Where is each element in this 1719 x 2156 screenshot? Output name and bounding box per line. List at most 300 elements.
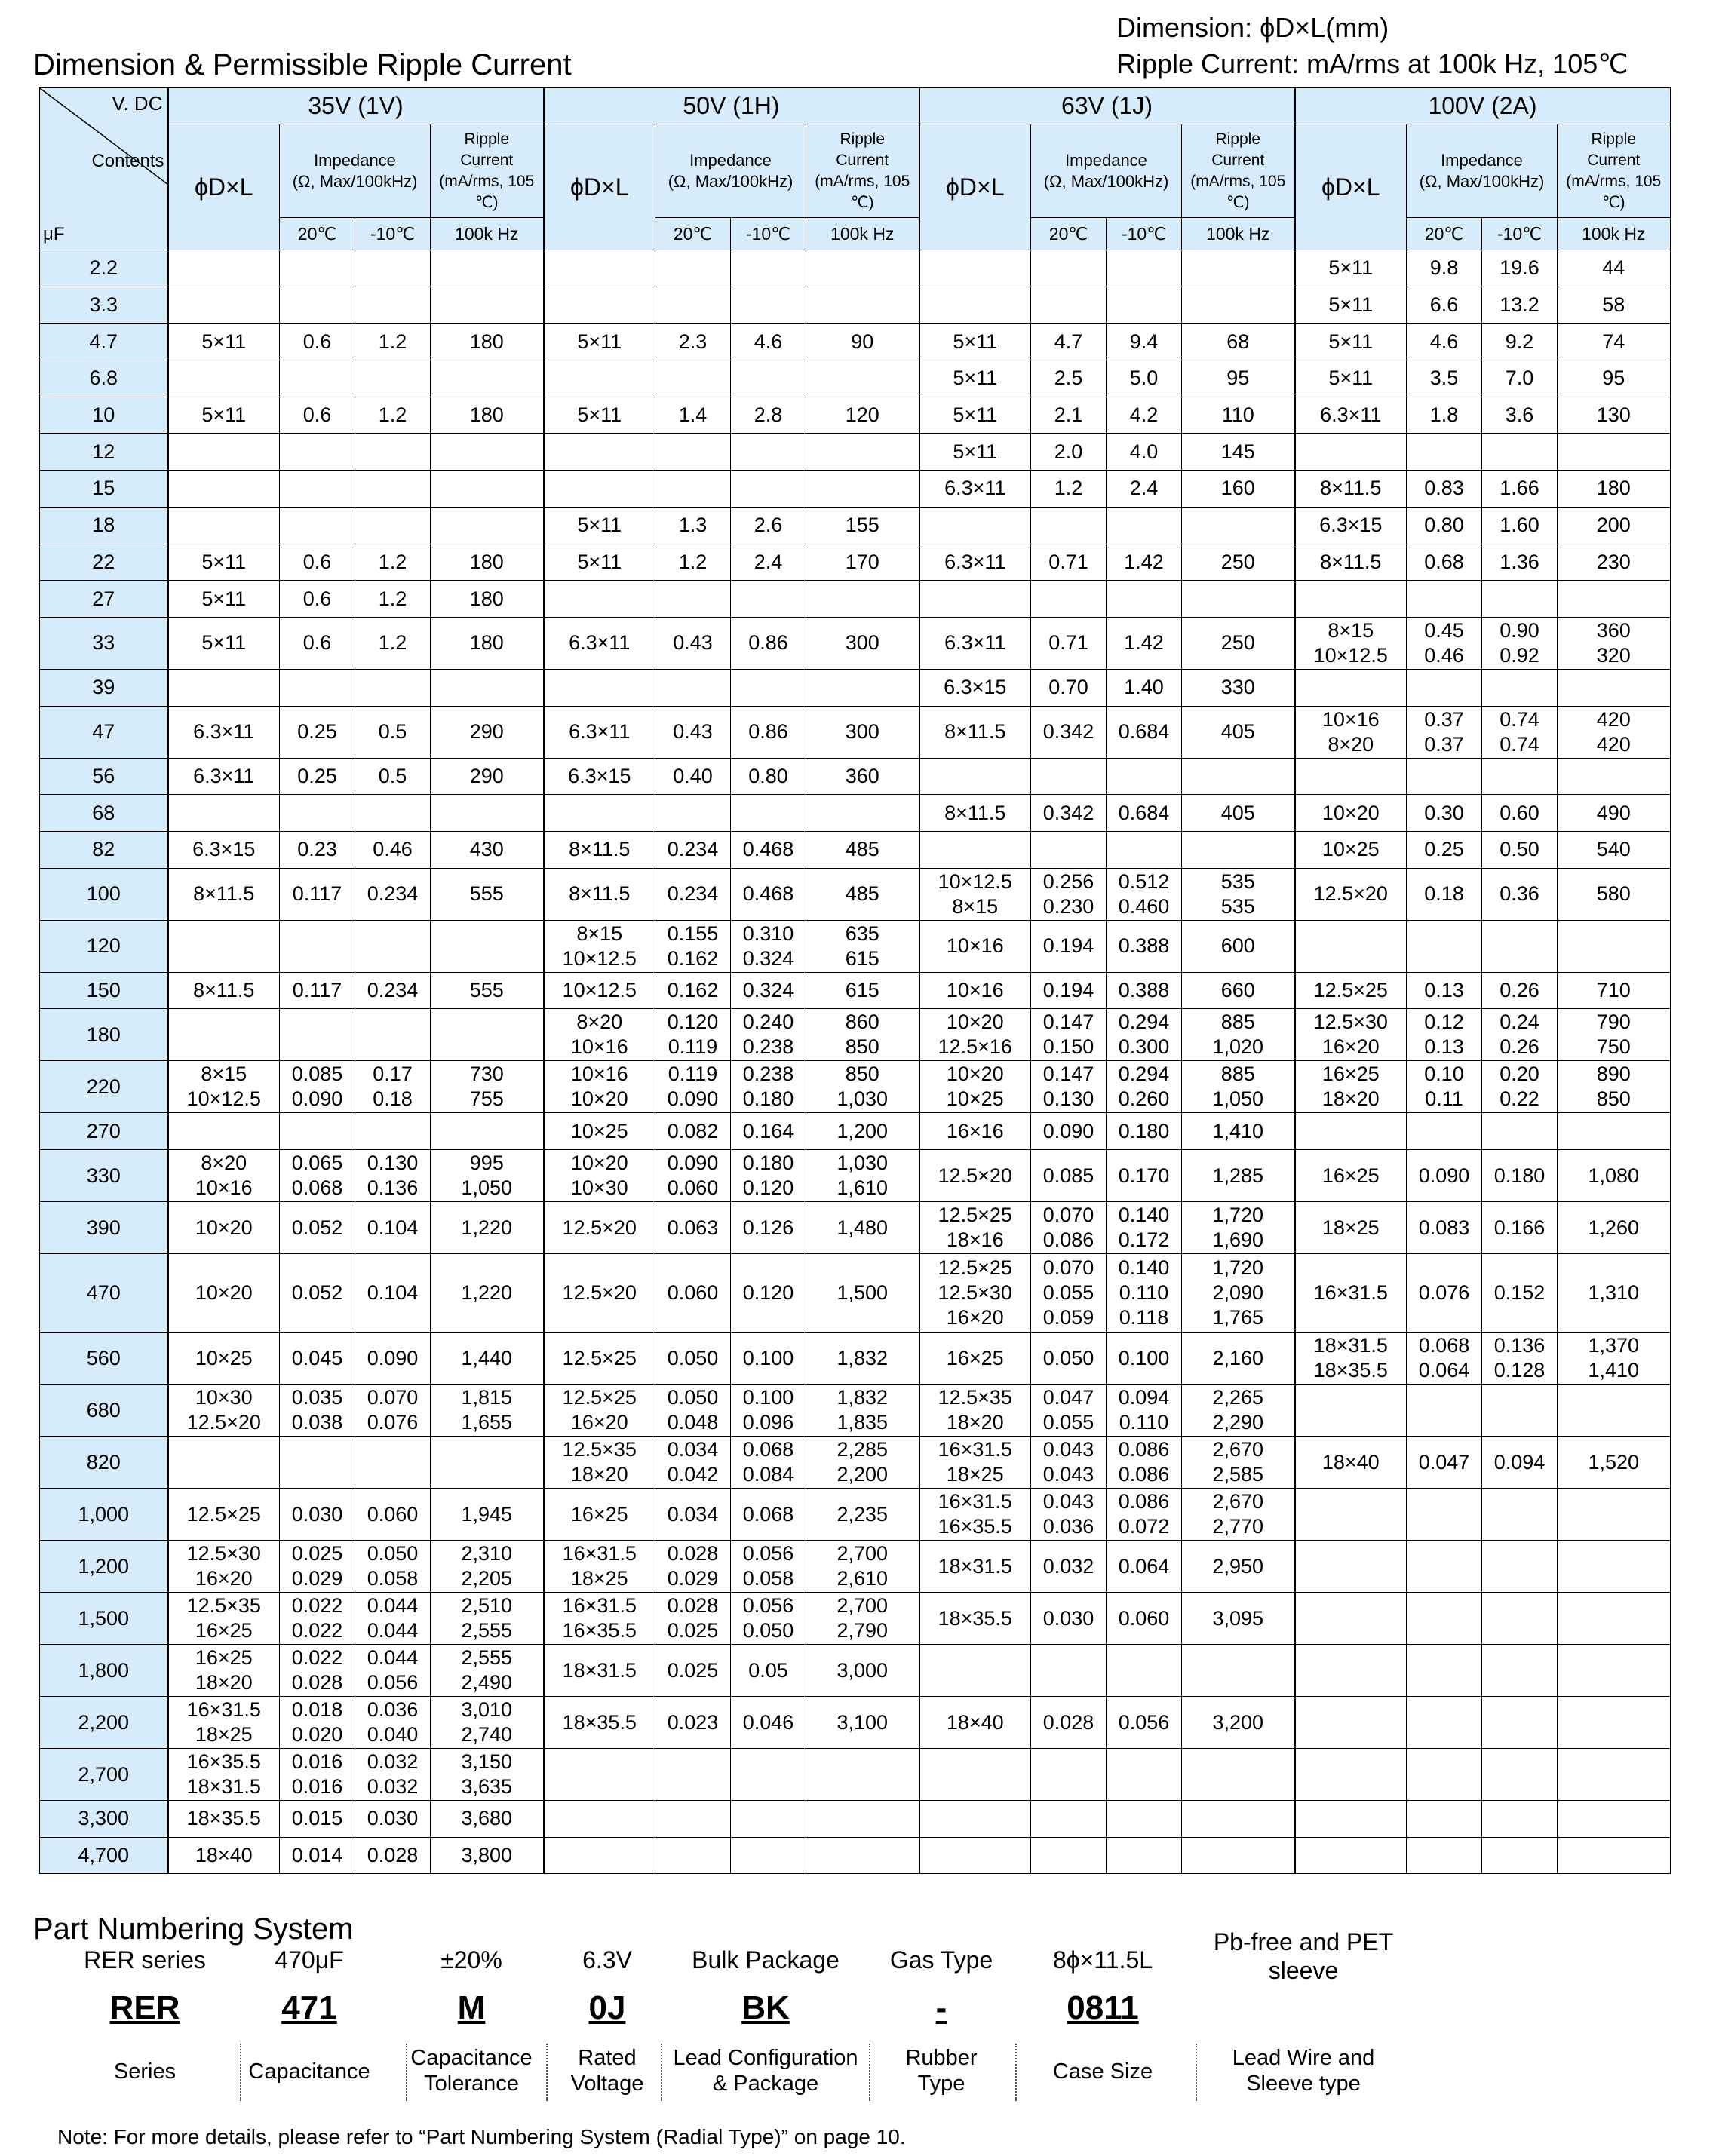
ripple-current-cell: 1,260	[1558, 1202, 1671, 1254]
ripple-current-cell	[806, 1061, 919, 1113]
impedance-minus10-cell: 2.6	[731, 507, 806, 544]
part-code: RER	[109, 1989, 180, 2026]
cell-line: 0.324	[742, 946, 794, 970]
table-row	[40, 250, 1671, 287]
case-size-cell: 5×11	[168, 544, 280, 581]
impedance-20-cell	[1407, 581, 1482, 618]
ripple-current-cell: 1,945	[431, 1489, 544, 1541]
table-row	[40, 1385, 1671, 1437]
impedance-20-cell: 0.83	[1407, 471, 1482, 508]
cell-line: 0.070	[367, 1386, 419, 1409]
ripple-current-cell: 405	[1182, 795, 1295, 832]
impedance-minus10-cell	[1107, 507, 1182, 544]
ripple-current-cell	[1558, 617, 1671, 669]
cell-line: 16×25	[195, 1619, 253, 1642]
impedance-20-cell	[1407, 1837, 1482, 1874]
case-size-cell	[168, 1061, 280, 1113]
impedance-20-cell	[1407, 1061, 1482, 1113]
ripple-current-cell: 485	[806, 831, 919, 868]
ripple-current-cell: 155	[806, 507, 919, 544]
impedance-minus10-cell	[1107, 250, 1182, 287]
ripple-current-cell	[806, 1837, 919, 1874]
cell-line: 10×30	[195, 1386, 253, 1409]
impedance-20-cell: 0.68	[1407, 544, 1482, 581]
ripple-current-cell	[1182, 287, 1295, 324]
case-size-cell	[919, 1749, 1031, 1801]
impedance-20-cell	[1407, 758, 1482, 795]
cell-line: 18×20	[1321, 1087, 1380, 1111]
cell-line: 0.028	[667, 1542, 719, 1565]
impedance-20-cell: 0.18	[1407, 868, 1482, 920]
ripple-current-cell: 90	[806, 324, 919, 360]
ripple-current-cell	[431, 920, 544, 972]
temp-minus10-header: -10℃	[355, 218, 431, 250]
case-size-cell	[919, 1801, 1031, 1838]
impedance-20-cell: 0.014	[280, 1837, 355, 1874]
impedance-20-cell	[1407, 1113, 1482, 1150]
case-size-cell: 8×11.5	[168, 868, 280, 920]
impedance-minus10-cell	[1482, 434, 1558, 471]
table-row	[40, 1489, 1671, 1541]
cell-line: 0.055	[1042, 1411, 1094, 1434]
impedance-20-cell: 0.6	[280, 397, 355, 434]
ripple-current-cell: 2,235	[806, 1489, 919, 1541]
cell-line: 0.172	[1118, 1228, 1170, 1251]
cell-line: 0.136	[367, 1176, 419, 1199]
cell-line: 0.238	[742, 1035, 794, 1059]
ripple-current-cell	[1182, 250, 1295, 287]
cell-line: 0.090	[667, 1087, 719, 1111]
cell-line: 0.084	[742, 1463, 794, 1486]
ripple-current-cell	[431, 1385, 544, 1437]
impedance-20-cell: 1.3	[655, 507, 731, 544]
cell-line: 0.022	[291, 1646, 343, 1669]
case-size-cell	[168, 669, 280, 706]
cell-line: 0.155	[667, 922, 719, 945]
cell-line: 0.147	[1042, 1063, 1094, 1086]
impedance-minus10-cell: 0.180	[1482, 1150, 1558, 1202]
case-size-cell: 18×31.5	[544, 1645, 655, 1697]
table-row	[40, 1061, 1671, 1113]
cell-line: 2,700	[836, 1594, 889, 1617]
cell-line: 0.038	[291, 1411, 343, 1434]
cell-line: ℃)	[1601, 193, 1625, 211]
impedance-minus10-cell	[1482, 1333, 1558, 1385]
impedance-minus10-cell: 1.66	[1482, 471, 1558, 508]
ripple-current-cell	[1182, 868, 1295, 920]
cell-line: 1,050	[461, 1176, 513, 1199]
impedance-minus10-cell	[355, 360, 431, 397]
cell-line: 0.130	[367, 1152, 419, 1174]
case-size-cell	[919, 507, 1031, 544]
capacitance-cell: 47	[40, 706, 168, 758]
impedance-20-cell	[1407, 706, 1482, 758]
cell-line: 8×20	[201, 1152, 247, 1174]
cell-line: 1,370	[1588, 1334, 1640, 1357]
impedance-minus10-cell: 0.060	[355, 1489, 431, 1541]
case-size-cell	[168, 1697, 280, 1749]
ripple-current-cell: 180	[431, 581, 544, 618]
capacitance-cell: 560	[40, 1333, 168, 1385]
impedance-header	[280, 124, 431, 218]
cell-line: 10×16	[570, 1035, 628, 1059]
ripple-current-cell	[1558, 434, 1671, 471]
cell-line: 16×25	[195, 1646, 253, 1669]
temp-20-header: 20℃	[280, 218, 355, 250]
case-size-cell: 18×35.5	[168, 1801, 280, 1838]
case-size-cell: 8×11.5	[919, 706, 1031, 758]
impedance-minus10-cell: 0.126	[731, 1202, 806, 1254]
table-row	[40, 324, 1671, 360]
cell-line: ℃)	[850, 193, 874, 211]
cell-line: (mA/rms, 105	[815, 172, 910, 190]
case-size-cell	[919, 1385, 1031, 1437]
capacitance-cell: 12	[40, 434, 168, 471]
impedance-20-cell: 4.6	[1407, 324, 1482, 360]
ripple-current-cell	[1558, 1113, 1671, 1150]
impedance-20-cell	[1407, 669, 1482, 706]
impedance-minus10-cell	[1107, 581, 1182, 618]
case-size-cell: 18×31.5	[919, 1541, 1031, 1593]
cell-line: 1,050	[1212, 1087, 1264, 1111]
impedance-minus10-cell	[355, 1645, 431, 1697]
ripple-current-cell: 405	[1182, 706, 1295, 758]
impedance-20-cell: 2.1	[1031, 397, 1107, 434]
case-size-cell: 10×16	[919, 972, 1031, 1009]
ripple-current-cell	[431, 1061, 544, 1113]
ripple-current-cell	[806, 1749, 919, 1801]
impedance-minus10-cell: 0.068	[731, 1489, 806, 1541]
ripple-current-cell	[806, 250, 919, 287]
dxl-header: ϕD×L	[919, 124, 1031, 250]
cell-line: 0.090	[667, 1152, 719, 1174]
cell-line: 1,655	[461, 1411, 513, 1434]
cell-line: 2,610	[836, 1567, 889, 1590]
capacitance-cell: 1,000	[40, 1489, 168, 1541]
table-row	[40, 1837, 1671, 1874]
case-size-cell: 16×25	[544, 1489, 655, 1541]
impedance-minus10-cell	[355, 1113, 431, 1150]
impedance-20-cell: 2.0	[1031, 434, 1107, 471]
impedance-20-cell: 1.2	[655, 544, 731, 581]
impedance-minus10-cell: 19.6	[1482, 250, 1558, 287]
impedance-minus10-cell	[355, 669, 431, 706]
page-title: Dimension & Permissible Ripple Current	[33, 48, 572, 81]
ripple-current-cell: 200	[1558, 507, 1671, 544]
part-code: BK	[741, 1989, 790, 2026]
cell-line: 0.74	[1500, 707, 1539, 731]
cell-line: 850	[845, 1063, 879, 1086]
cell-line: 420	[1596, 707, 1631, 731]
impedance-minus10-cell	[355, 1150, 431, 1202]
part-code: -	[935, 1989, 947, 2026]
impedance-20-cell	[1407, 617, 1482, 669]
impedance-20-cell	[655, 434, 731, 471]
ripple-current-cell	[1182, 1202, 1295, 1254]
impedance-minus10-cell: 0.684	[1107, 706, 1182, 758]
cell-line: 0.136	[1493, 1334, 1546, 1357]
part-description: Rubber Type	[905, 2046, 978, 2096]
impedance-20-cell: 1.4	[655, 397, 731, 434]
case-size-cell: 10×25	[1295, 831, 1407, 868]
case-size-cell: 5×11	[544, 544, 655, 581]
cell-line: 2,555	[461, 1619, 513, 1642]
cell-line: 0.055	[1042, 1281, 1094, 1304]
cell-line: 0.11	[1425, 1087, 1463, 1111]
case-size-cell: 12.5×20	[544, 1254, 655, 1333]
cell-line: 10×12.5	[186, 1087, 261, 1111]
table-row	[40, 544, 1671, 581]
cell-line: 3,150	[461, 1750, 513, 1773]
impedance-minus10-cell	[355, 1541, 431, 1593]
case-size-cell	[168, 1541, 280, 1593]
cell-line: 360	[1596, 618, 1631, 642]
impedance-20-cell	[1031, 1254, 1107, 1333]
cell-line: 12.5×30	[186, 1542, 261, 1565]
impedance-minus10-cell: 0.05	[731, 1645, 806, 1697]
separator	[661, 2044, 662, 2101]
impedance-minus10-cell	[355, 434, 431, 471]
cell-line: 1,030	[836, 1087, 889, 1111]
cell-line: 0.056	[742, 1594, 794, 1617]
part-description: Rated Voltage	[570, 2046, 644, 2096]
impedance-minus10-cell: 2.4	[731, 544, 806, 581]
impedance-minus10-cell: 1.2	[355, 581, 431, 618]
table-row	[40, 360, 1671, 397]
case-size-cell: 8×11.5	[1295, 471, 1407, 508]
cell-line: 0.059	[1042, 1306, 1094, 1329]
cell-line: 8×20	[576, 1011, 623, 1034]
impedance-minus10-cell	[1482, 1061, 1558, 1113]
case-size-cell	[1295, 1541, 1407, 1593]
ripple-header	[806, 124, 919, 218]
case-size-cell: 5×11	[1295, 360, 1407, 397]
impedance-20-cell: 0.162	[655, 972, 731, 1009]
impedance-minus10-cell	[731, 1837, 806, 1874]
cell-line: 1,835	[836, 1411, 889, 1434]
dimension-unit-label: Dimension: ϕD×L(mm)	[1116, 12, 1389, 43]
impedance-20-cell: 1.8	[1407, 397, 1482, 434]
table-row	[40, 434, 1671, 471]
cell-line: 2,555	[461, 1646, 513, 1669]
impedance-minus10-cell: 0.056	[1107, 1697, 1182, 1749]
impedance-20-cell: 0.076	[1407, 1254, 1482, 1333]
case-size-cell: 8×11.5	[919, 795, 1031, 832]
cell-line: 16×20	[570, 1411, 628, 1434]
ripple-current-cell	[1182, 1801, 1295, 1838]
impedance-minus10-cell: 4.6	[731, 324, 806, 360]
cell-line: 0.086	[1042, 1228, 1094, 1251]
ripple-current-cell	[1558, 1749, 1671, 1801]
ripple-current-cell	[806, 1150, 919, 1202]
impedance-20-cell: 3.5	[1407, 360, 1482, 397]
cell-line: 0.310	[742, 922, 794, 945]
cell-line: 2,770	[1212, 1515, 1264, 1538]
case-size-cell	[544, 1150, 655, 1202]
cell-line: 0.180	[742, 1152, 794, 1174]
impedance-20-cell	[1407, 1697, 1482, 1749]
ripple-current-cell: 1,520	[1558, 1437, 1671, 1489]
impedance-20-cell: 0.028	[1031, 1697, 1107, 1749]
part-description: Series	[113, 2059, 177, 2084]
cell-line: 18×20	[195, 1671, 253, 1694]
part-description: Lead Configuration & Package	[673, 2046, 858, 2096]
part-description: Lead Wire and Sleeve type	[1232, 2046, 1375, 2096]
case-size-cell	[168, 250, 280, 287]
case-size-cell: 5×11	[168, 397, 280, 434]
case-size-cell: 8×11.5	[544, 831, 655, 868]
impedance-minus10-cell: 0.060	[1107, 1593, 1182, 1645]
ripple-current-cell	[806, 1437, 919, 1489]
table-row	[40, 397, 1671, 434]
case-size-cell	[544, 795, 655, 832]
dxl-header: ϕD×L	[168, 124, 280, 250]
impedance-20-cell	[280, 1749, 355, 1801]
capacitance-cell: 56	[40, 758, 168, 795]
cell-line: Ripple	[840, 130, 886, 148]
ripple-current-cell: 360	[806, 758, 919, 795]
impedance-minus10-cell	[1482, 1837, 1558, 1874]
ripple-current-cell: 555	[431, 868, 544, 920]
case-size-cell	[544, 250, 655, 287]
cell-line: 1,765	[1212, 1306, 1264, 1329]
case-size-cell: 18×35.5	[919, 1593, 1031, 1645]
ripple-current-cell	[1182, 1061, 1295, 1113]
cell-line: 535	[1220, 894, 1255, 918]
case-size-cell	[544, 1593, 655, 1645]
cell-line: 1,020	[1212, 1035, 1264, 1059]
cell-line: 18×16	[946, 1228, 1004, 1251]
impedance-20-cell	[1031, 1749, 1107, 1801]
impedance-20-cell	[1407, 1333, 1482, 1385]
impedance-header	[1031, 124, 1182, 218]
impedance-20-cell	[280, 1593, 355, 1645]
ripple-current-cell	[431, 1697, 544, 1749]
separator	[240, 2044, 241, 2101]
ripple-current-cell	[1182, 1749, 1295, 1801]
impedance-20-cell: 0.234	[655, 831, 731, 868]
impedance-minus10-cell	[1482, 1749, 1558, 1801]
cell-line: 2,670	[1212, 1438, 1264, 1461]
impedance-20-cell: 0.25	[280, 706, 355, 758]
case-size-cell: 5×11	[1295, 324, 1407, 360]
ripple-current-cell	[1558, 1061, 1671, 1113]
case-size-cell	[919, 287, 1031, 324]
ripple-current-cell: 3,000	[806, 1645, 919, 1697]
case-size-cell: 10×16	[919, 920, 1031, 972]
cell-line: 0.043	[1042, 1490, 1094, 1513]
case-size-cell	[168, 507, 280, 544]
ripple-current-cell: 180	[431, 397, 544, 434]
impedance-20-cell: 0.117	[280, 972, 355, 1009]
impedance-20-cell	[1031, 581, 1107, 618]
impedance-minus10-cell	[1107, 287, 1182, 324]
cell-line: 0.050	[742, 1619, 794, 1642]
cell-line: 0.118	[1119, 1306, 1169, 1329]
impedance-minus10-cell: 4.0	[1107, 434, 1182, 471]
ripple-current-cell	[806, 669, 919, 706]
part-example-value: Gas Type	[889, 1946, 993, 1974]
case-size-cell: 5×11	[168, 581, 280, 618]
impedance-minus10-cell: 3.6	[1482, 397, 1558, 434]
impedance-20-cell: 0.090	[1031, 1113, 1107, 1150]
separator	[869, 2044, 870, 2101]
case-size-cell	[168, 360, 280, 397]
impedance-20-cell: 0.194	[1031, 972, 1107, 1009]
cell-line: (mA/rms, 105	[1566, 172, 1662, 190]
case-size-cell: 10×20	[1295, 795, 1407, 832]
capacitance-cell: 3,300	[40, 1801, 168, 1838]
ripple-current-cell	[1182, 1489, 1295, 1541]
cell-line: 12.5×25	[562, 1386, 637, 1409]
impedance-minus10-cell	[355, 1437, 431, 1489]
ripple-current-cell	[1182, 581, 1295, 618]
case-size-cell	[919, 1645, 1031, 1697]
cell-line: 10×12.5	[938, 869, 1012, 893]
table-row	[40, 617, 1671, 669]
impedance-20-cell	[280, 1697, 355, 1749]
case-size-cell	[919, 1254, 1031, 1333]
case-size-cell: 8×11.5	[168, 972, 280, 1009]
cell-line: 8×15	[1328, 618, 1374, 642]
cell-line: 0.26	[1500, 1035, 1539, 1059]
case-size-cell	[919, 1202, 1031, 1254]
case-size-cell: 10×25	[168, 1333, 280, 1385]
cell-line: 0.043	[1042, 1438, 1094, 1461]
impedance-minus10-cell	[1482, 1645, 1558, 1697]
cell-line: 12.5×16	[938, 1035, 1012, 1059]
voltage-header: 35V (1V)	[168, 88, 544, 124]
impedance-20-cell: 0.194	[1031, 920, 1107, 972]
impedance-20-cell: 0.023	[655, 1697, 731, 1749]
impedance-20-cell: 0.25	[280, 758, 355, 795]
case-size-cell	[919, 868, 1031, 920]
cell-line: Impedance	[1065, 150, 1147, 170]
cell-line: 18×25	[570, 1567, 628, 1590]
impedance-minus10-cell: 0.50	[1482, 831, 1558, 868]
part-code: M	[457, 1989, 486, 2026]
cell-line: 0.20	[1500, 1063, 1539, 1086]
part-code: 0J	[588, 1989, 626, 2026]
impedance-20-cell	[655, 920, 731, 972]
case-size-cell	[919, 250, 1031, 287]
cell-line: 750	[1596, 1035, 1631, 1059]
ripple-current-cell: 110	[1182, 397, 1295, 434]
cell-line: 0.230	[1042, 894, 1094, 918]
cell-line: Ripple	[464, 130, 510, 148]
cell-line: 0.256	[1042, 869, 1094, 893]
ripple-current-cell	[431, 287, 544, 324]
cell-line: (Ω, Max/100kHz)	[1043, 171, 1169, 191]
impedance-minus10-cell	[1482, 617, 1558, 669]
ripple-current-cell: 1,410	[1182, 1113, 1295, 1150]
impedance-minus10-cell: 0.80	[731, 758, 806, 795]
ripple-current-cell: 1,220	[431, 1202, 544, 1254]
cell-line: 0.090	[291, 1087, 343, 1111]
ripple-current-cell: 1,200	[806, 1113, 919, 1150]
case-size-cell	[919, 581, 1031, 618]
impedance-minus10-cell	[355, 795, 431, 832]
cell-line: 16×31.5	[938, 1438, 1012, 1461]
cell-line: 0.180	[742, 1087, 794, 1111]
case-size-cell: 10×20	[168, 1254, 280, 1333]
impedance-20-cell: 0.342	[1031, 706, 1107, 758]
case-size-cell: 12.5×25	[168, 1489, 280, 1541]
cell-line: Current	[1211, 151, 1265, 169]
impedance-minus10-cell	[731, 920, 806, 972]
impedance-20-cell	[655, 471, 731, 508]
part-example-value: RER series	[84, 1946, 206, 1974]
